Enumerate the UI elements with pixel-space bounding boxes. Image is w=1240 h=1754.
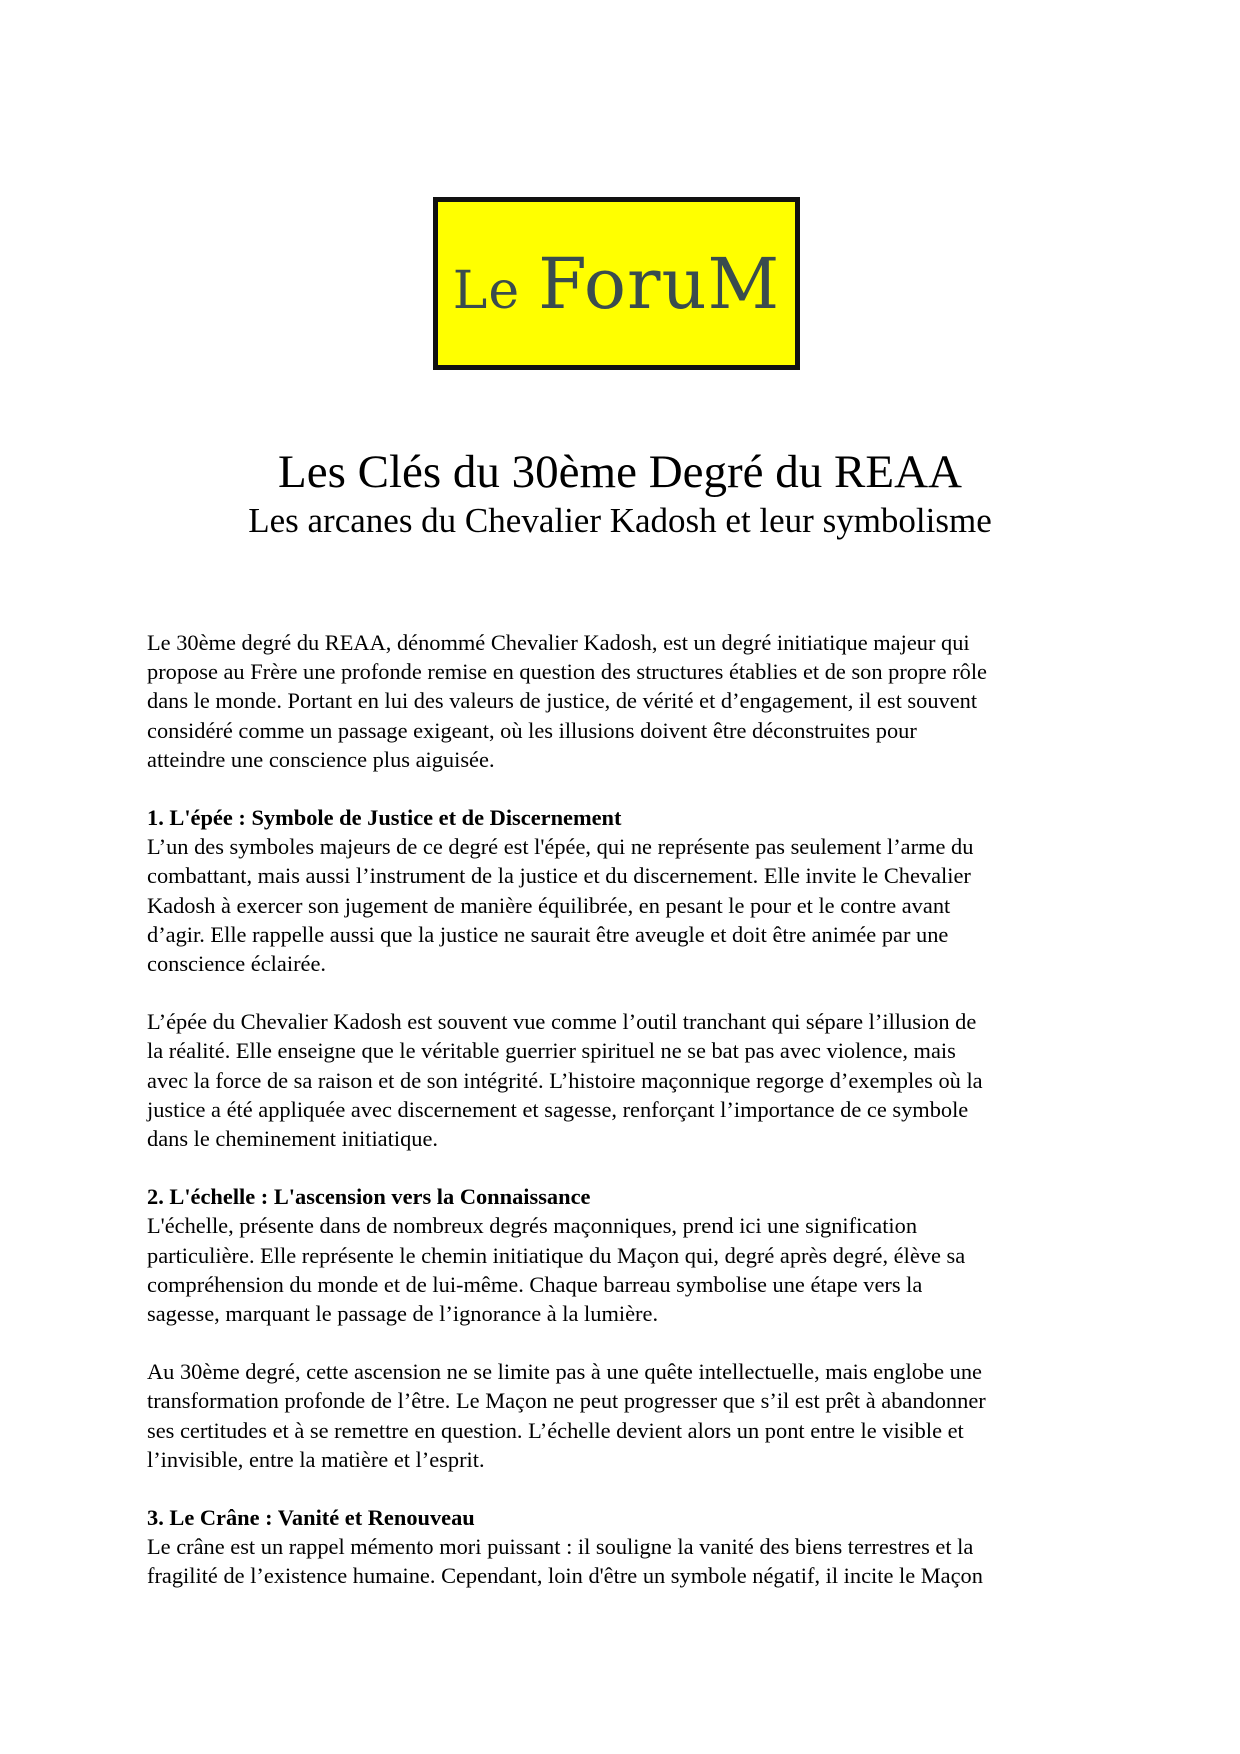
paragraph-line: L'échelle, présente dans de nombreux degrés maçonniques, prend ici une signification xyxy=(147,1213,918,1239)
paragraph-line: avec la force de sa raison et de son intégrité. L’histoire maçonnique regorge d’exemples où la xyxy=(147,1067,983,1093)
section-paragraph xyxy=(147,1357,1097,1474)
paragraph-line: L’épée du Chevalier Kadosh est souvent vue comme l’outil tranchant qui sépare l’illusion de xyxy=(147,1009,977,1035)
section-echelle xyxy=(147,1182,1097,1474)
intro-line: considéré comme un passage exigeant, où les illusions doivent être déconstruites pour xyxy=(147,717,917,743)
section-paragraph xyxy=(147,1007,1097,1153)
paragraph-line: particulière. Elle représente le chemin initiatique du Maçon qui, degré après degré, élève sa xyxy=(147,1242,966,1268)
section-heading: 3. Le Crâne : Vanité et Renouveau xyxy=(147,1505,475,1531)
document-subtitle: Les arcanes du Chevalier Kadosh et leur symbolisme xyxy=(248,501,992,540)
document-title: Les Clés du 30ème Degré du REAA xyxy=(278,446,962,498)
paragraph-line: transformation profonde de l’être. Le Maçon ne peut progresser que s’il est prêt à abandonner xyxy=(147,1388,986,1414)
paragraph-line: combattant, mais aussi l’instrument de la justice et du discernement. Elle invite le Chevalier xyxy=(147,863,971,889)
logo-forum: ForuM xyxy=(538,242,781,325)
intro-line: atteindre une conscience plus aiguisée. xyxy=(147,746,495,772)
intro-line: propose au Frère une profonde remise en question des structures établies et de son propre rôle xyxy=(147,659,987,685)
section-heading: 1. L'épée : Symbole de Justice et de Discernement xyxy=(147,805,622,831)
paragraph-line: justice a été appliquée avec discernement et sagesse, renforçant l’importance de ce symbole xyxy=(147,1096,969,1122)
intro-line: Le 30ème degré du REAA, dénommé Chevalier Kadosh, est un degré initiatique majeur qui xyxy=(147,630,970,655)
paragraph-line: l’invisible, entre la matière et l’esprit. xyxy=(147,1446,485,1472)
title-block xyxy=(0,445,1240,543)
logo-le: Le xyxy=(452,260,521,321)
paragraph-line: dans le cheminement initiatique. xyxy=(147,1126,438,1152)
intro-line: dans le monde. Portant en lui des valeurs de justice, de vérité et d’engagement, il est souvent xyxy=(147,688,978,714)
paragraph-line: Au 30ème degré, cette ascension ne se limite pas à une quête intellectuelle, mais englobe une xyxy=(147,1359,982,1385)
section-crane xyxy=(147,1503,1097,1591)
paragraph-line: d’agir. Elle rappelle aussi que la justice ne saurait être aveugle et doit être animée par une xyxy=(147,921,949,947)
paragraph-line: fragilité de l’existence humaine. Cependant, loin d'être un symbole négatif, il incite le Maçon xyxy=(147,1563,983,1589)
section-paragraph xyxy=(147,1211,1097,1328)
section-heading: 2. L'échelle : L'ascension vers la Connaissance xyxy=(147,1184,591,1210)
intro-paragraph xyxy=(147,628,1097,774)
paragraph-line: Kadosh à exercer son jugement de manière équilibrée, en pesant le pour et le contre avant xyxy=(147,892,951,918)
paragraph-line: ses certitudes et à se remettre en question. L’échelle devient alors un pont entre le visible et xyxy=(147,1417,964,1443)
paragraph-line: compréhension du monde et de lui-même. Chaque barreau symbolise une étape vers la xyxy=(147,1271,923,1297)
forum-logo-text xyxy=(453,243,780,325)
paragraph-line: conscience éclairée. xyxy=(147,951,326,977)
section-epee xyxy=(147,803,1097,1153)
paragraph-line: L’un des symboles majeurs de ce degré est l'épée, qui ne représente pas seulement l’arme du xyxy=(147,834,974,860)
paragraph-line: sagesse, marquant le passage de l’ignorance à la lumière. xyxy=(147,1301,659,1327)
section-paragraph xyxy=(147,1532,1097,1590)
paragraph-line: Le crâne est un rappel mémento mori puissant : il souligne la vanité des biens terrestres et la xyxy=(147,1534,974,1560)
section-paragraph xyxy=(147,832,1097,978)
paragraph-line: la réalité. Elle enseigne que le véritable guerrier spirituel ne se bat pas avec violence, mais xyxy=(147,1038,956,1064)
forum-logo xyxy=(433,197,800,370)
document-body xyxy=(147,628,1097,1620)
